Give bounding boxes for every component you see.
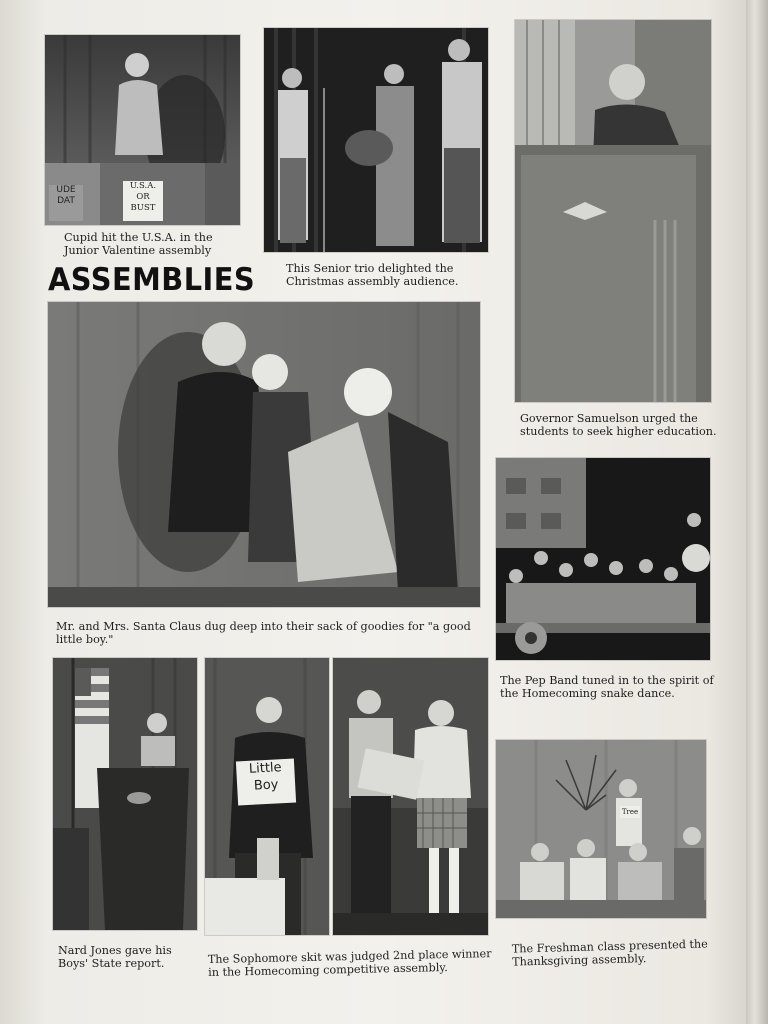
photo-trio	[264, 28, 488, 252]
photo-nard-image	[53, 658, 197, 930]
photo-pepband	[496, 458, 710, 660]
caption-santa: Mr. and Mrs. Santa Claus dug deep into their sack of goodies for "a good little boy."	[56, 620, 471, 646]
sign-right: U.S.A. OR BUST	[123, 181, 163, 221]
photo-santa-image	[48, 302, 480, 607]
photo-sophomore-right-image	[333, 658, 488, 935]
photo-governor	[515, 20, 711, 402]
photo-santa	[48, 302, 480, 607]
photo-freshman	[496, 740, 706, 918]
caption-nard: Nard Jones gave his Boys' State report.	[58, 944, 172, 970]
book-spine	[746, 0, 768, 1024]
caption-trio: This Senior trio delighted the Christmas assembly audience.	[286, 262, 459, 288]
caption-governor: Governor Samuelson urged the students to seek higher education.	[520, 412, 717, 438]
photo-pepband-image	[496, 458, 710, 660]
photo-trio-image	[264, 28, 488, 252]
page-title: ASSEMBLIES	[48, 262, 256, 298]
caption-sophomore: The Sophomore skit was judged 2nd place winner in the Homecoming competitive assembly.	[207, 947, 492, 980]
photo-freshman-image	[496, 740, 706, 918]
photo-sophomore-left	[205, 658, 329, 935]
caption-freshman: The Freshman class presented the Thanksgiving assembly.	[511, 937, 708, 969]
photo-cupid	[45, 35, 240, 225]
sign-tree: Tree	[621, 808, 639, 816]
caption-cupid: Cupid hit the U.S.A. in the Junior Valentine assembly	[64, 231, 213, 257]
photo-sophomore-right	[333, 658, 488, 935]
photo-governor-image	[515, 20, 711, 402]
sign-little-boy: Little Boy	[236, 759, 296, 806]
caption-pepband: The Pep Band tuned in to the spirit of the Homecoming snake dance.	[500, 674, 714, 700]
sign-left: UDE DAT	[49, 185, 83, 221]
photo-nard	[53, 658, 197, 930]
